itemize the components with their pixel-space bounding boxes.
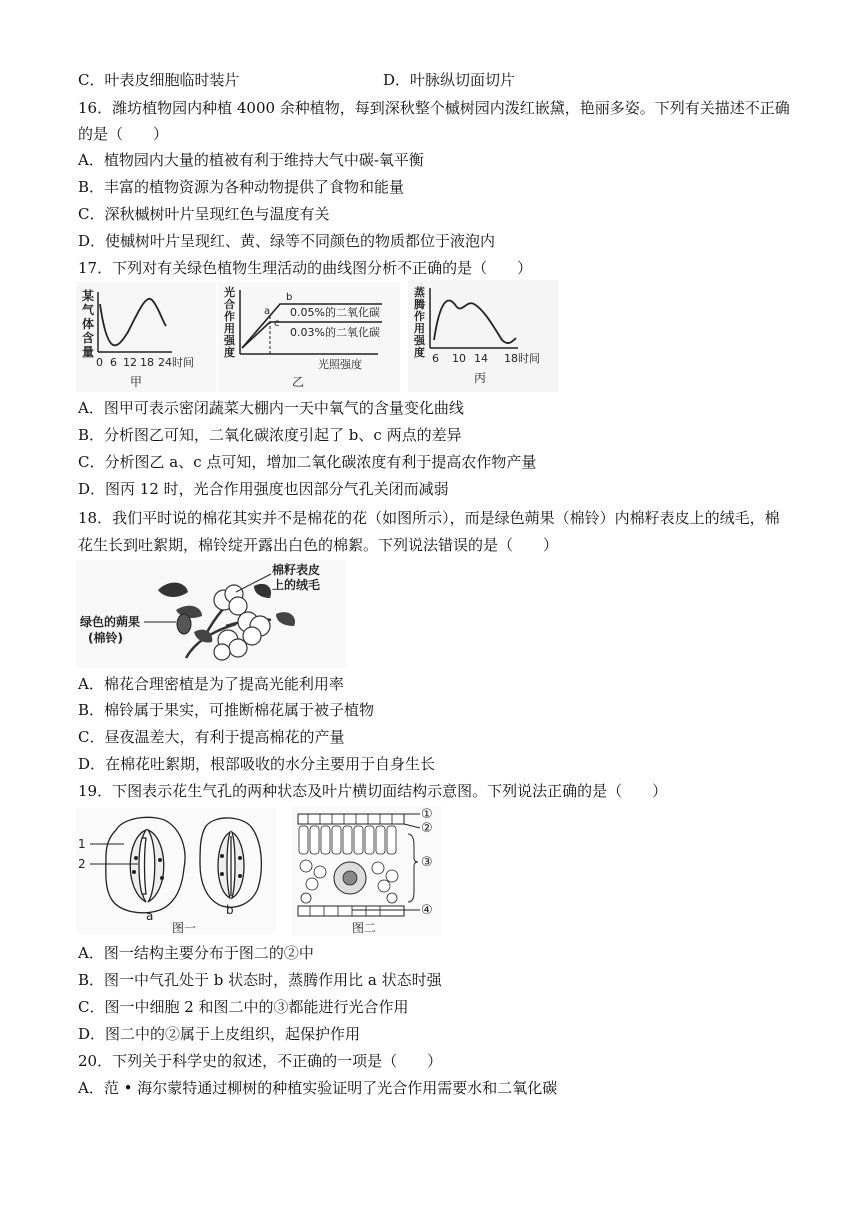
jia-xtick-24: 24 (158, 356, 172, 369)
bing-ylabel-6: 度 (414, 346, 425, 359)
label-seed-hair-2: 上的绒毛 (272, 578, 321, 592)
q15-option-d: D．叶脉纵切面切片 (383, 71, 516, 89)
jia-xtick-12: 12 (123, 356, 137, 369)
fig2-marker-1: ① (421, 807, 433, 822)
q16-option-a: A．植物园内大量的植被有利于维持大气中碳-氧平衡 (78, 151, 424, 169)
stoma-a-chloroplast-4 (160, 876, 164, 880)
yi-point-b: b (286, 292, 293, 303)
q17-figure-bing (408, 280, 558, 392)
yi-xlabel: 光照强度 (318, 358, 362, 371)
fig1-caption: 图一 (172, 921, 197, 934)
jia-xunit: 时间 (172, 356, 194, 369)
bing-ylabel-2: 腾 (414, 298, 425, 311)
q17-figure-jia (76, 282, 216, 392)
bing-xtick-14: 14 (474, 352, 488, 365)
q19-option-d: D．图二中的②属于上皮组织，起保护作用 (78, 1025, 361, 1043)
q17-option-a: A．图甲可表示密闭蔬菜大棚内一天中氧气的含量变化曲线 (78, 399, 464, 417)
leaf-vein-core (343, 871, 357, 885)
label-seed-hair-1: 棉籽表皮 (272, 563, 321, 577)
jia-xtick-6: 6 (110, 356, 117, 369)
yi-caption: 乙 (292, 375, 305, 389)
label-capsule-2: (棉铃) (88, 631, 123, 645)
jia-xtick-18: 18 (140, 356, 154, 369)
stoma-b-chloroplast-2 (220, 872, 224, 876)
yi-label-low: 0.03%的二氧化碳 (290, 326, 380, 339)
palisade-layer (299, 826, 396, 854)
q16-stem-line1: 16．潍坊植物园内种植 4000 余种植物，每到深秋整个槭树园内泼红嵌黛，艳丽多姿。下列有关描述不正确 (78, 99, 790, 117)
stoma-a-chloroplast-1 (134, 856, 138, 860)
q16-option-d: D．使槭树叶片呈现红、黄、绿等不同颜色的物质都位于液泡内 (78, 232, 496, 250)
fig2-marker-2: ② (421, 821, 433, 836)
label-capsule-1: 绿色的蒴果 (80, 615, 141, 629)
q19-figure1-stomata (76, 808, 276, 934)
stoma-a-chloroplast-3 (158, 858, 162, 862)
upper-epidermis (298, 814, 404, 824)
q17-option-b: B．分析图乙可知，二氧化碳浓度引起了 b、c 两点的差异 (78, 426, 462, 444)
jia-ylabel-3: 体 (82, 317, 95, 331)
q20-stem: 20．下列关于科学史的叙述，不正确的一项是（ ） (78, 1052, 443, 1070)
q19-option-a: A．图一结构主要分布于图二的②中 (78, 944, 314, 962)
jia-caption: 甲 (130, 375, 143, 389)
bing-xtick-10: 10 (452, 352, 466, 365)
q18-option-c: C．昼夜温差大，有利于提高棉花的产量 (78, 728, 345, 746)
q15-option-c: C．叶表皮细胞临时装片 (78, 71, 240, 89)
q18-stem-line2: 花生长到吐絮期，棉铃绽开露出白色的棉絮。下列说法错误的是（ ） (78, 536, 559, 554)
q17-figure-yi (218, 282, 400, 392)
stoma-b-chloroplast-4 (238, 874, 242, 878)
yi-ylabel-6: 度 (224, 346, 235, 359)
jia-ylabel-1: 某 (82, 289, 95, 303)
bing-xunit: 时间 (518, 352, 540, 365)
fig2-marker-3: ③ (421, 855, 433, 870)
jia-ylabel-4: 含 (82, 331, 95, 345)
q20-option-a: A．范 • 海尔蒙特通过柳树的种植实验证明了光合作用需要水和二氧化碳 (78, 1079, 558, 1097)
bing-ylabel-5: 强 (414, 334, 425, 347)
q18-option-b: B．棉铃属于果实，可推断棉花属于被子植物 (78, 701, 375, 719)
q16-option-b: B．丰富的植物资源为各种动物提供了食物和能量 (78, 178, 405, 196)
stoma-b-chloroplast-1 (220, 854, 224, 858)
bing-ylabel-4: 用 (414, 322, 425, 335)
q18-option-a: A．棉花合理密植是为了提高光能利用率 (78, 675, 344, 693)
fig1-label-b: b (226, 903, 234, 917)
q16-option-c: C．深秋槭树叶片呈现红色与温度有关 (78, 205, 330, 223)
bing-ylabel-1: 蒸 (414, 286, 425, 299)
jia-ylabel-2: 气 (82, 303, 95, 317)
q17-option-c: C．分析图乙 a、c 点可知，增加二氧化碳浓度有利于提高农作物产量 (78, 453, 537, 471)
yi-point-a: a (264, 306, 271, 317)
yi-ylabel-2: 合 (224, 298, 235, 311)
fig1-label-a: a (146, 909, 154, 923)
fig1-label-1: 1 (78, 837, 86, 851)
yi-ylabel-3: 作 (224, 310, 235, 323)
q19-option-b: B．图一中气孔处于 b 状态时，蒸腾作用比 a 状态时强 (78, 971, 442, 989)
yi-ylabel-5: 强 (224, 334, 235, 347)
q18-cotton-figure (76, 560, 346, 668)
q18-stem-line1: 18．我们平时说的棉花其实并不是棉花的花（如图所示），而是绿色蒴果（棉铃）内棉籽表皮上的绒毛，棉 (78, 509, 780, 527)
q17-option-d: D．图丙 12 时，光合作用强度也因部分气孔关闭而减弱 (78, 480, 449, 498)
bing-xtick-18: 18 (504, 352, 518, 365)
fig2-caption: 图二 (352, 921, 377, 935)
jia-xtick-0: 0 (96, 356, 103, 369)
q19-option-c: C．图一中细胞 2 和图二中的③都能进行光合作用 (78, 998, 409, 1016)
yi-ylabel-1: 光 (224, 286, 235, 299)
jia-ylabel-5: 量 (82, 345, 95, 359)
bing-xtick-6: 6 (432, 352, 439, 365)
yi-ylabel-4: 用 (224, 322, 235, 335)
lower-epidermis (298, 906, 404, 916)
stoma-a-chloroplast-2 (132, 870, 136, 874)
bing-ylabel-3: 作 (414, 310, 425, 323)
q17-stem: 17．下列对有关绿色植物生理活动的曲线图分析不正确的是（ ） (78, 259, 533, 277)
yi-point-c: c (274, 318, 280, 329)
q19-figure2-leaf-section (292, 806, 442, 936)
bing-caption: 丙 (474, 371, 487, 385)
q18-option-d: D．在棉花吐絮期，根部吸收的水分主要用于自身生长 (78, 755, 436, 773)
q19-stem: 19．下图表示花生气孔的两种状态及叶片横切面结构示意图。下列说法正确的是（ ） (78, 782, 668, 800)
stoma-b-chloroplast-3 (238, 856, 242, 860)
yi-label-high: 0.05%的二氧化碳 (290, 306, 380, 319)
fig1-label-2: 2 (78, 857, 86, 871)
q16-stem-line2: 的是（ ） (78, 125, 169, 143)
green-capsule (177, 614, 191, 634)
fig2-marker-4: ④ (421, 903, 433, 918)
